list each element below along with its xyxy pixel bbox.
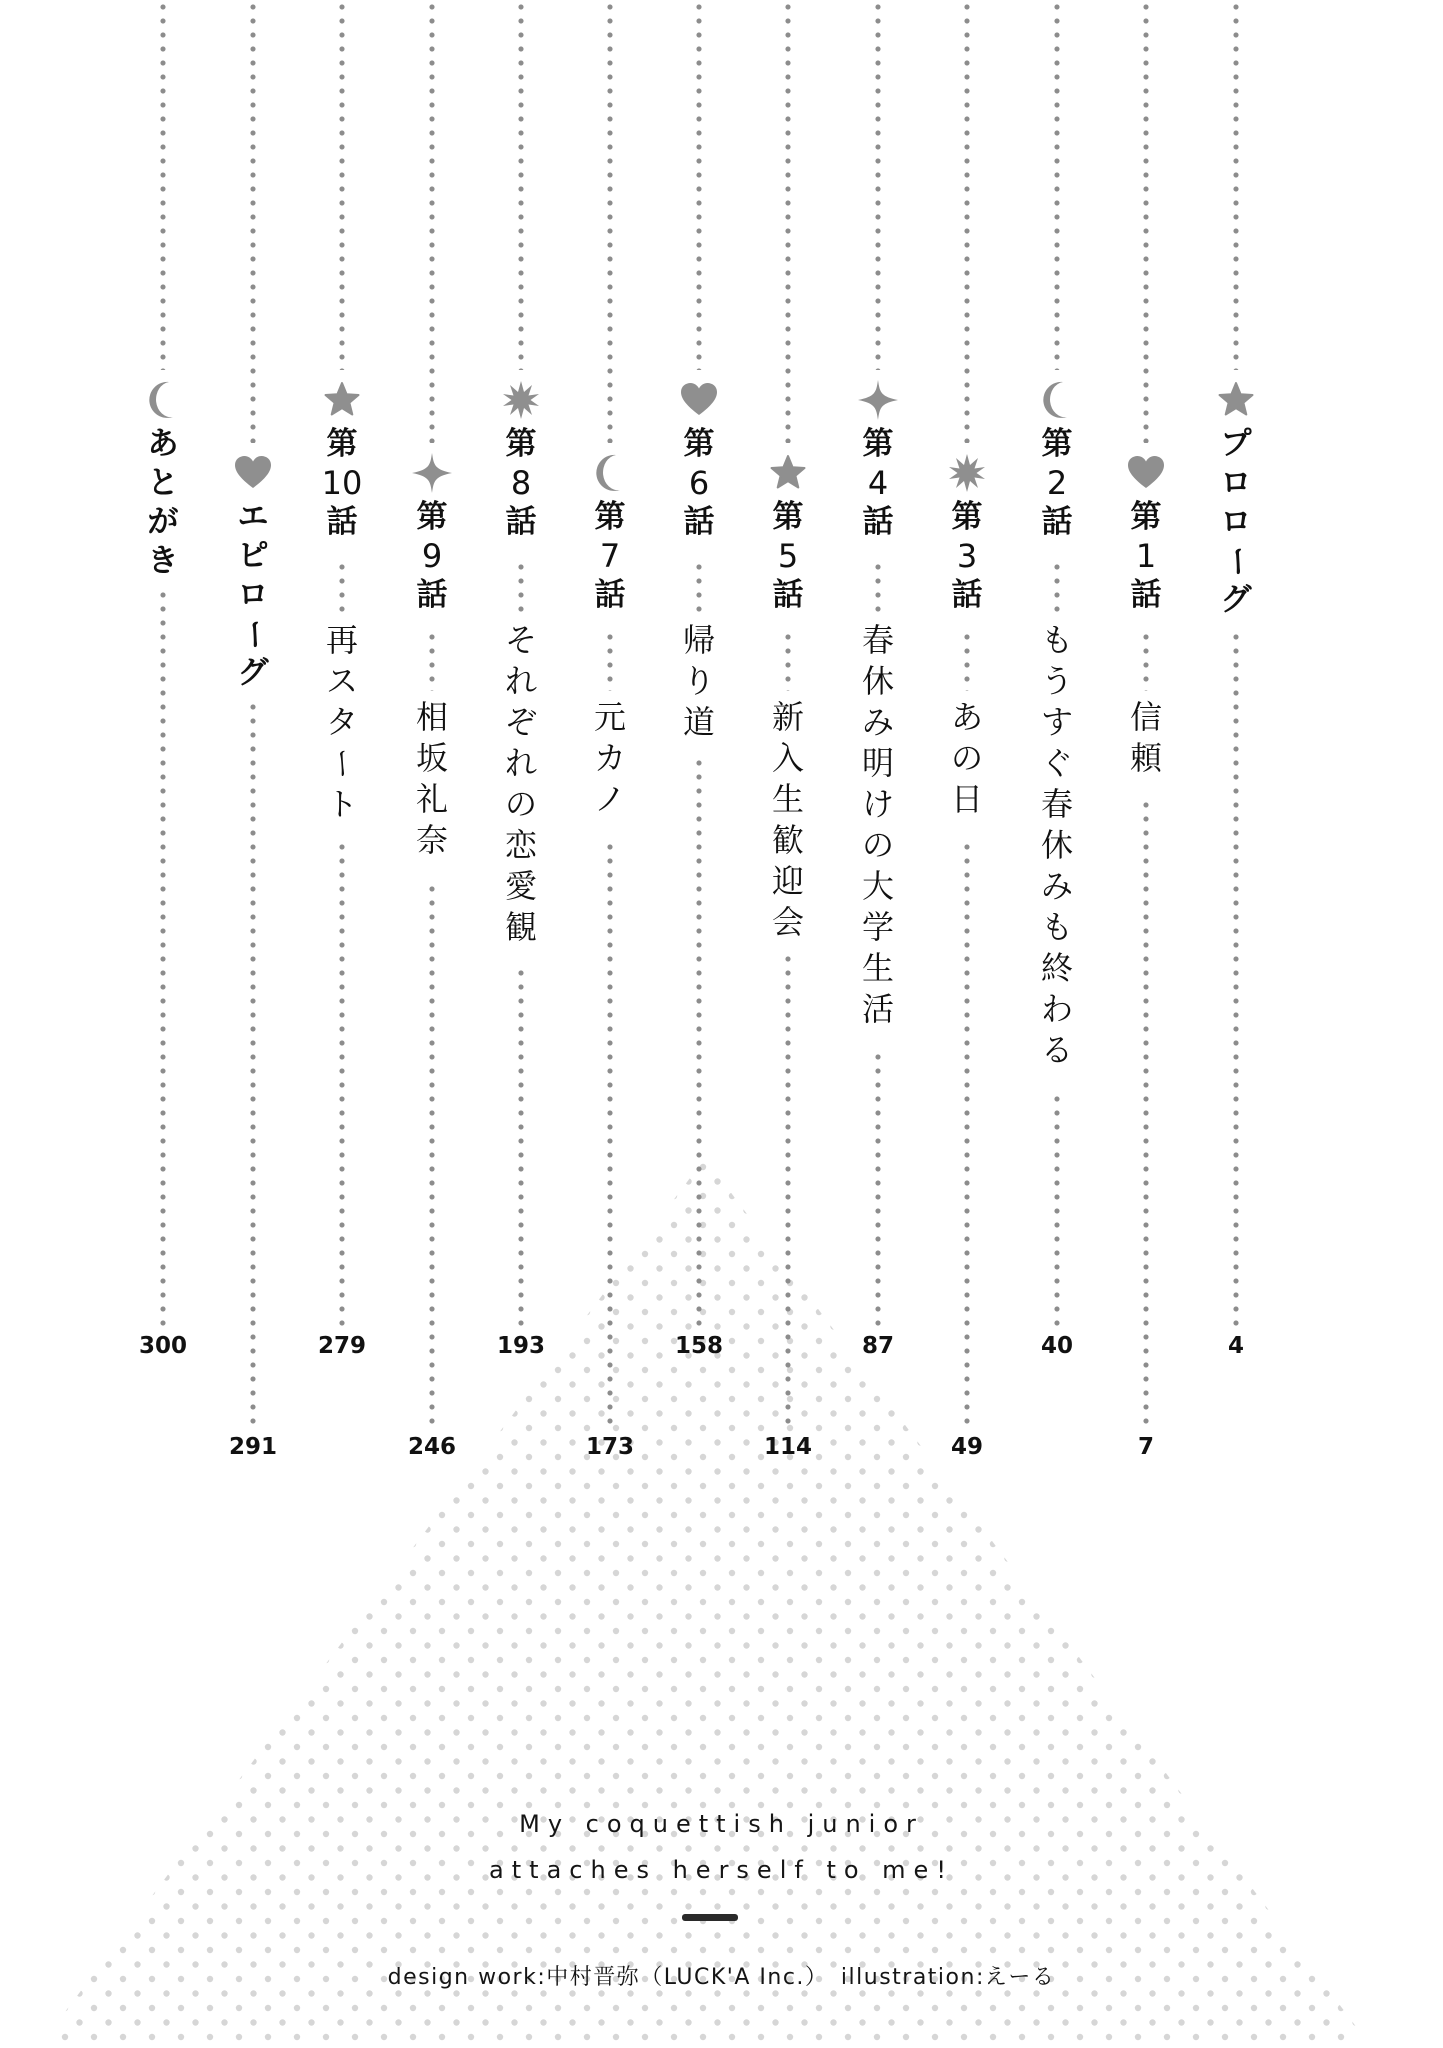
chapter-title-char: わ xyxy=(1040,990,1073,1028)
leader-dots-top xyxy=(250,0,256,443)
chapter-title-char: ト xyxy=(325,785,358,823)
page-number: 158 xyxy=(674,1333,723,1359)
page-number: 114 xyxy=(763,1434,812,1460)
chapter-title-char: れ xyxy=(504,662,537,700)
chapter-title-char: う xyxy=(1040,662,1073,700)
chapter-title-char: 日 xyxy=(950,780,983,818)
sparkle-icon xyxy=(412,453,452,493)
toc-entry[interactable] xyxy=(937,0,997,2048)
chapter-label-char: ロ xyxy=(237,577,269,613)
chapter-title-char: 大 xyxy=(861,867,894,905)
chapter-title-char: 奈 xyxy=(415,821,448,859)
page-number: 300 xyxy=(138,1333,187,1359)
chapter-label-char: 話 xyxy=(862,504,894,540)
chapter-title-char: 恋 xyxy=(504,826,537,864)
leader-dots-mid xyxy=(785,630,791,691)
toc-entry[interactable] xyxy=(1206,0,1266,2048)
toc-entry[interactable] xyxy=(669,0,729,2048)
chapter-title xyxy=(937,697,997,820)
chapter-title-char: 活 xyxy=(861,990,894,1028)
leader-dots-top xyxy=(1054,0,1060,370)
chapter-title xyxy=(758,697,818,943)
leader-dots-bottom xyxy=(875,1050,881,1328)
chapter-title-char: 観 xyxy=(504,908,537,946)
burst-icon xyxy=(947,453,987,493)
star-icon xyxy=(1216,380,1256,420)
chapter-title-char: る xyxy=(1040,1031,1073,1069)
chapter-label-char: 第 xyxy=(951,499,983,535)
chapter-label-char: と xyxy=(147,465,179,501)
page-number: 279 xyxy=(317,1333,366,1359)
chapter-label-char: 6 xyxy=(688,464,710,502)
leader-dots-mid xyxy=(607,630,613,691)
chapter-label-char: ロ xyxy=(1220,465,1252,501)
chapter-label-char: 第 xyxy=(862,426,894,462)
chapter-title-char: 明 xyxy=(861,744,894,782)
chapter-title-char: ー xyxy=(323,747,362,780)
chapter-title-char: 頼 xyxy=(1129,739,1162,777)
toc-entry[interactable] xyxy=(848,0,908,2048)
chapter-label-char: エ xyxy=(237,499,269,535)
chapter-title-char: け xyxy=(861,785,894,823)
leader-dots-bottom xyxy=(607,840,613,1425)
moon-icon xyxy=(590,453,630,493)
page-number: 291 xyxy=(228,1434,277,1460)
leader-dots-top xyxy=(339,0,345,370)
chapter-label-char: 話 xyxy=(951,577,983,613)
chapter-title-char: 休 xyxy=(1040,826,1073,864)
leader-dots-mid xyxy=(964,630,970,691)
chapter-label xyxy=(758,498,818,615)
leader-dots-top xyxy=(1143,0,1149,443)
sparkle-icon xyxy=(858,380,898,420)
chapter-title-char: 礼 xyxy=(415,780,448,818)
chapter-label-char: 話 xyxy=(1130,577,1162,613)
leader-dots-top xyxy=(785,0,791,443)
chapter-label-char: 話 xyxy=(505,504,537,540)
chapter-title-char: あ xyxy=(950,698,983,736)
moon-icon xyxy=(1037,380,1077,420)
chapter-title-char: も xyxy=(1040,908,1073,946)
chapter-label xyxy=(669,425,729,542)
heart-icon xyxy=(1126,453,1166,493)
toc-entry[interactable] xyxy=(580,0,640,2048)
chapter-title-char: 終 xyxy=(1040,949,1073,987)
chapter-title-char: 迎 xyxy=(771,862,804,900)
chapter-label-char: 8 xyxy=(510,464,532,502)
chapter-title xyxy=(848,620,908,1030)
chapter-label xyxy=(223,498,283,693)
chapter-label-char: 話 xyxy=(416,577,448,613)
chapter-label-char: き xyxy=(147,543,179,579)
chapter-label-char: あ xyxy=(147,426,179,462)
chapter-label-char: が xyxy=(147,504,179,540)
page-number: 7 xyxy=(1137,1434,1154,1460)
chapter-title xyxy=(402,697,462,861)
chapter-title-char: 相 xyxy=(415,698,448,736)
chapter-title-char: ノ xyxy=(593,780,626,818)
toc-entry[interactable] xyxy=(223,0,283,2048)
page-number: 40 xyxy=(1040,1333,1073,1359)
chapter-label xyxy=(1116,498,1176,615)
chapter-label-char: ピ xyxy=(237,538,269,574)
heart-icon xyxy=(233,453,273,493)
chapter-label xyxy=(937,498,997,615)
page-number: 173 xyxy=(585,1434,634,1460)
chapter-title-char: の xyxy=(950,739,983,777)
chapter-title xyxy=(312,620,372,825)
chapter-title-char: の xyxy=(504,785,537,823)
leader-dots-top xyxy=(875,0,881,370)
credits-line: design work:中村晋弥（LUCK'A Inc.） illustration:えーる xyxy=(387,1965,1056,1990)
chapter-label-char: 第 xyxy=(1041,426,1073,462)
chapter-label-char: 9 xyxy=(421,537,443,575)
chapter-label-char: 話 xyxy=(326,504,358,540)
chapter-label xyxy=(312,425,372,542)
leader-dots-top xyxy=(964,0,970,443)
leader-dots-top xyxy=(1233,0,1239,370)
chapter-title-char: 学 xyxy=(861,908,894,946)
chapter-label xyxy=(133,425,193,581)
burst-icon xyxy=(501,380,541,420)
leader-dots-mid xyxy=(339,560,345,614)
chapter-title-char: ぞ xyxy=(504,703,537,741)
page-number: 246 xyxy=(407,1434,456,1460)
leader-dots-top xyxy=(696,0,702,370)
leader-dots-mid xyxy=(1143,630,1149,691)
chapter-title-char: 春 xyxy=(861,621,894,659)
chapter-title-char: 坂 xyxy=(415,739,448,777)
chapter-label-char: 第 xyxy=(683,426,715,462)
chapter-title-char: り xyxy=(682,662,715,700)
chapter-title-char: タ xyxy=(325,703,358,741)
toc-entry[interactable] xyxy=(1116,0,1176,2048)
chapter-title-char: 元 xyxy=(593,698,626,736)
chapter-title-char: 愛 xyxy=(504,867,537,905)
chapter-title-char: 歓 xyxy=(771,821,804,859)
leader-dots-top xyxy=(429,0,435,443)
chapter-title-char: 道 xyxy=(682,703,715,741)
chapter-label-char: 3 xyxy=(956,537,978,575)
chapter-label-char: 1 xyxy=(1135,537,1157,575)
chapter-title-char: 帰 xyxy=(682,621,715,659)
star-icon xyxy=(768,453,808,493)
moon-icon xyxy=(143,380,183,420)
heart-icon xyxy=(679,380,719,420)
chapter-label-char: 2 xyxy=(1046,464,1068,502)
leader-dots-top xyxy=(160,0,166,370)
toc-entry[interactable] xyxy=(491,0,551,2048)
english-title-line-2: attaches herself to me! xyxy=(489,1856,954,1884)
toc-entry[interactable] xyxy=(1027,0,1087,2048)
leader-dots-bottom xyxy=(785,952,791,1425)
chapter-title-char: 生 xyxy=(861,949,894,987)
leader-dots-mid xyxy=(1054,560,1060,614)
toc-entry[interactable] xyxy=(758,0,818,2048)
chapter-label-char: グ xyxy=(237,655,269,691)
chapter-title-char: れ xyxy=(504,744,537,782)
chapter-label xyxy=(848,425,908,542)
chapter-title-char: 信 xyxy=(1129,698,1162,736)
chapter-label-char: 話 xyxy=(594,577,626,613)
chapter-title xyxy=(669,620,729,743)
leader-dots-bottom xyxy=(1233,630,1239,1328)
toc-entry[interactable] xyxy=(312,0,372,2048)
star-icon xyxy=(322,380,362,420)
english-title-line-1: My coquettish junior xyxy=(519,1810,924,1838)
chapter-label-char: ー xyxy=(235,619,272,650)
chapter-label-char: 第 xyxy=(594,499,626,535)
chapter-title-char: 入 xyxy=(771,739,804,777)
chapter-label-char: ー xyxy=(1218,546,1255,577)
chapter-label-char: 第 xyxy=(1130,499,1162,535)
leader-dots-bottom xyxy=(518,966,524,1328)
chapter-title-char: す xyxy=(1040,703,1073,741)
leader-dots-bottom xyxy=(339,840,345,1328)
chapter-label-char: 話 xyxy=(772,577,804,613)
leader-dots-bottom xyxy=(250,700,256,1425)
toc-entry[interactable] xyxy=(402,0,462,2048)
chapter-title-char: 再 xyxy=(325,621,358,659)
chapter-label xyxy=(580,498,640,615)
chapter-label xyxy=(491,425,551,542)
chapter-title-char: も xyxy=(1040,621,1073,659)
chapter-title xyxy=(1116,697,1176,779)
divider-dash xyxy=(682,1914,738,1921)
leader-dots-bottom xyxy=(1143,798,1149,1425)
page-number: 49 xyxy=(950,1434,983,1460)
chapter-label-char: 話 xyxy=(683,504,715,540)
chapter-label-char: 4 xyxy=(867,464,889,502)
chapter-label xyxy=(402,498,462,615)
leader-dots-mid xyxy=(518,560,524,614)
chapter-label-char: 第 xyxy=(505,426,537,462)
chapter-title-char: カ xyxy=(593,739,626,777)
chapter-label-char: 10 xyxy=(321,464,363,502)
chapter-label-char: 7 xyxy=(599,537,621,575)
chapter-title xyxy=(491,620,551,948)
chapter-title-char: そ xyxy=(504,621,537,659)
chapter-label-char: 5 xyxy=(777,537,799,575)
chapter-label xyxy=(1027,425,1087,542)
chapter-title-char: み xyxy=(861,703,894,741)
leader-dots-bottom xyxy=(160,588,166,1328)
chapter-title-char: ぐ xyxy=(1040,744,1073,782)
leader-dots-bottom xyxy=(429,882,435,1425)
leader-dots-mid xyxy=(875,560,881,614)
chapter-title-char: 生 xyxy=(771,780,804,818)
chapter-label-char: 第 xyxy=(416,499,448,535)
chapter-title-char: 新 xyxy=(771,698,804,736)
chapter-label-char: グ xyxy=(1220,582,1252,618)
chapter-title-char: の xyxy=(861,826,894,864)
leader-dots-bottom xyxy=(964,840,970,1425)
chapter-title-char: み xyxy=(1040,867,1073,905)
chapter-title-char: 春 xyxy=(1040,785,1073,823)
chapter-title-char: 休 xyxy=(861,662,894,700)
chapter-title xyxy=(1027,620,1087,1071)
chapter-title xyxy=(580,697,640,820)
leader-dots-mid xyxy=(429,630,435,691)
chapter-label-char: プ xyxy=(1220,426,1252,462)
chapter-label xyxy=(1206,425,1266,620)
leader-dots-top xyxy=(607,0,613,443)
chapter-title-char: ス xyxy=(325,662,358,700)
chapter-label-char: 話 xyxy=(1041,504,1073,540)
chapter-label-char: 第 xyxy=(326,426,358,462)
leader-dots-top xyxy=(518,0,524,370)
leader-dots-bottom xyxy=(696,756,702,1328)
toc-entry[interactable] xyxy=(133,0,193,2048)
chapter-label-char: ロ xyxy=(1220,504,1252,540)
chapter-title-char: 会 xyxy=(771,903,804,941)
leader-dots-bottom xyxy=(1054,1092,1060,1328)
chapter-label-char: 第 xyxy=(772,499,804,535)
page-number: 4 xyxy=(1227,1333,1244,1359)
page-number: 87 xyxy=(861,1333,894,1359)
leader-dots-mid xyxy=(696,560,702,614)
page-number: 193 xyxy=(496,1333,545,1359)
